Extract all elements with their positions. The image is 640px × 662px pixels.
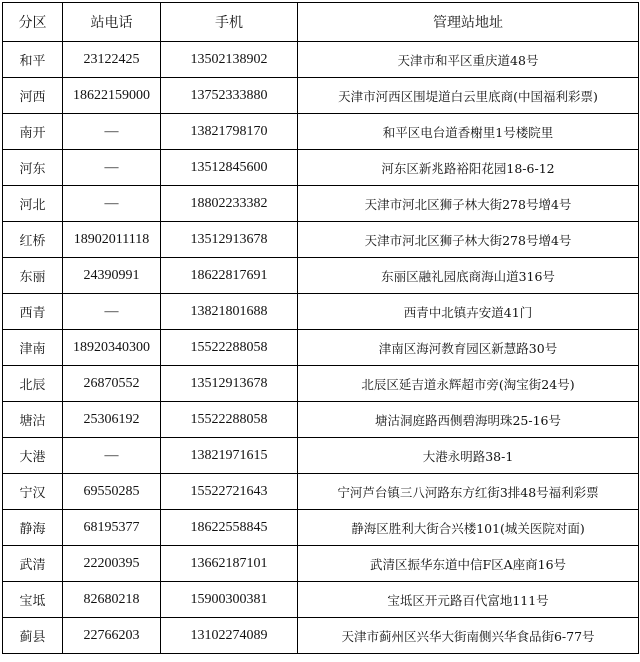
station-phone-cell: — [63, 114, 161, 150]
station-phone-cell: 18622159000 [63, 78, 161, 114]
station-phone-cell: 22200395 [63, 546, 161, 582]
district-cell: 西青 [3, 294, 63, 330]
table-row [3, 258, 639, 294]
address-cell: 宁河芦台镇三八河路东方红街3排48号福利彩票 [298, 474, 639, 510]
station-phone-cell: 22766203 [63, 618, 161, 654]
address-cell: 天津市和平区重庆道48号 [298, 42, 639, 78]
mobile-cell: 13821971615 [161, 438, 298, 474]
table-row [3, 546, 639, 582]
table-row [3, 294, 639, 330]
table-row [3, 618, 639, 654]
address-cell: 河东区新兆路裕阳花园18-6-12 [298, 150, 639, 186]
address-cell: 宝坻区开元路百代富地111号 [298, 582, 639, 618]
mobile-cell: 15522721643 [161, 474, 298, 510]
address-cell: 西青中北镇卉安道41门 [298, 294, 639, 330]
mobile-cell: 13752333880 [161, 78, 298, 114]
station-phone-cell: — [63, 186, 161, 222]
district-cell: 大港 [3, 438, 63, 474]
table-row [3, 510, 639, 546]
district-cell: 武清 [3, 546, 63, 582]
station-phone-cell: — [63, 438, 161, 474]
table-row [3, 78, 639, 114]
header-address: 管理站地址 [298, 3, 639, 42]
district-cell: 河东 [3, 150, 63, 186]
address-cell: 天津市河北区狮子林大街278号增4号 [298, 186, 639, 222]
station-phone-cell: 82680218 [63, 582, 161, 618]
district-cell: 南开 [3, 114, 63, 150]
mobile-cell: 13512845600 [161, 150, 298, 186]
table-row [3, 582, 639, 618]
table-row [3, 438, 639, 474]
district-cell: 河北 [3, 186, 63, 222]
district-cell: 北辰 [3, 366, 63, 402]
district-cell: 津南 [3, 330, 63, 366]
station-phone-cell: 18902011118 [63, 222, 161, 258]
mobile-cell: 13662187101 [161, 546, 298, 582]
address-cell: 天津市蓟州区兴华大街南侧兴华食品街6-77号 [298, 618, 639, 654]
mobile-cell: 13502138902 [161, 42, 298, 78]
district-cell: 宝坻 [3, 582, 63, 618]
header-district: 分区 [3, 3, 63, 42]
station-directory-table [2, 2, 639, 654]
header-mobile: 手机 [161, 3, 298, 42]
address-cell: 天津市河北区狮子林大街278号增4号 [298, 222, 639, 258]
table-row [3, 474, 639, 510]
district-cell: 红桥 [3, 222, 63, 258]
header-row [3, 3, 639, 42]
mobile-cell: 13821798170 [161, 114, 298, 150]
mobile-cell: 18802233382 [161, 186, 298, 222]
address-cell: 和平区电台道香榭里1号楼院里 [298, 114, 639, 150]
station-phone-cell: 26870552 [63, 366, 161, 402]
table-row [3, 366, 639, 402]
mobile-cell: 18622558845 [161, 510, 298, 546]
district-cell: 河西 [3, 78, 63, 114]
address-cell: 大港永明路38-1 [298, 438, 639, 474]
mobile-cell: 18622817691 [161, 258, 298, 294]
station-phone-cell: 69550285 [63, 474, 161, 510]
table-row [3, 222, 639, 258]
mobile-cell: 13102274089 [161, 618, 298, 654]
address-cell: 东丽区融礼园底商海山道316号 [298, 258, 639, 294]
address-cell: 塘沽洞庭路西侧碧海明珠25-16号 [298, 402, 639, 438]
mobile-cell: 15522288058 [161, 402, 298, 438]
address-cell: 天津市河西区围堤道白云里底商(中国福利彩票) [298, 78, 639, 114]
address-cell: 静海区胜利大街合兴楼101(城关医院对面) [298, 510, 639, 546]
address-cell: 北辰区延吉道永辉超市旁(淘宝街24号) [298, 366, 639, 402]
district-cell: 东丽 [3, 258, 63, 294]
table-row [3, 330, 639, 366]
station-phone-cell: — [63, 150, 161, 186]
district-cell: 和平 [3, 42, 63, 78]
table-row [3, 186, 639, 222]
mobile-cell: 13512913678 [161, 222, 298, 258]
address-cell: 武清区振华东道中信F区A座商16号 [298, 546, 639, 582]
district-cell: 静海 [3, 510, 63, 546]
mobile-cell: 13512913678 [161, 366, 298, 402]
station-phone-cell: 23122425 [63, 42, 161, 78]
station-phone-cell: 18920340300 [63, 330, 161, 366]
district-cell: 蓟县 [3, 618, 63, 654]
table-row [3, 42, 639, 78]
station-phone-cell: — [63, 294, 161, 330]
mobile-cell: 15522288058 [161, 330, 298, 366]
header-station-phone: 站电话 [63, 3, 161, 42]
district-cell: 塘沽 [3, 402, 63, 438]
station-phone-cell: 68195377 [63, 510, 161, 546]
table-row [3, 402, 639, 438]
district-cell: 宁汉 [3, 474, 63, 510]
address-cell: 津南区海河教育园区新慧路30号 [298, 330, 639, 366]
mobile-cell: 13821801688 [161, 294, 298, 330]
station-phone-cell: 24390991 [63, 258, 161, 294]
table-row [3, 150, 639, 186]
station-phone-cell: 25306192 [63, 402, 161, 438]
mobile-cell: 15900300381 [161, 582, 298, 618]
table-row [3, 114, 639, 150]
